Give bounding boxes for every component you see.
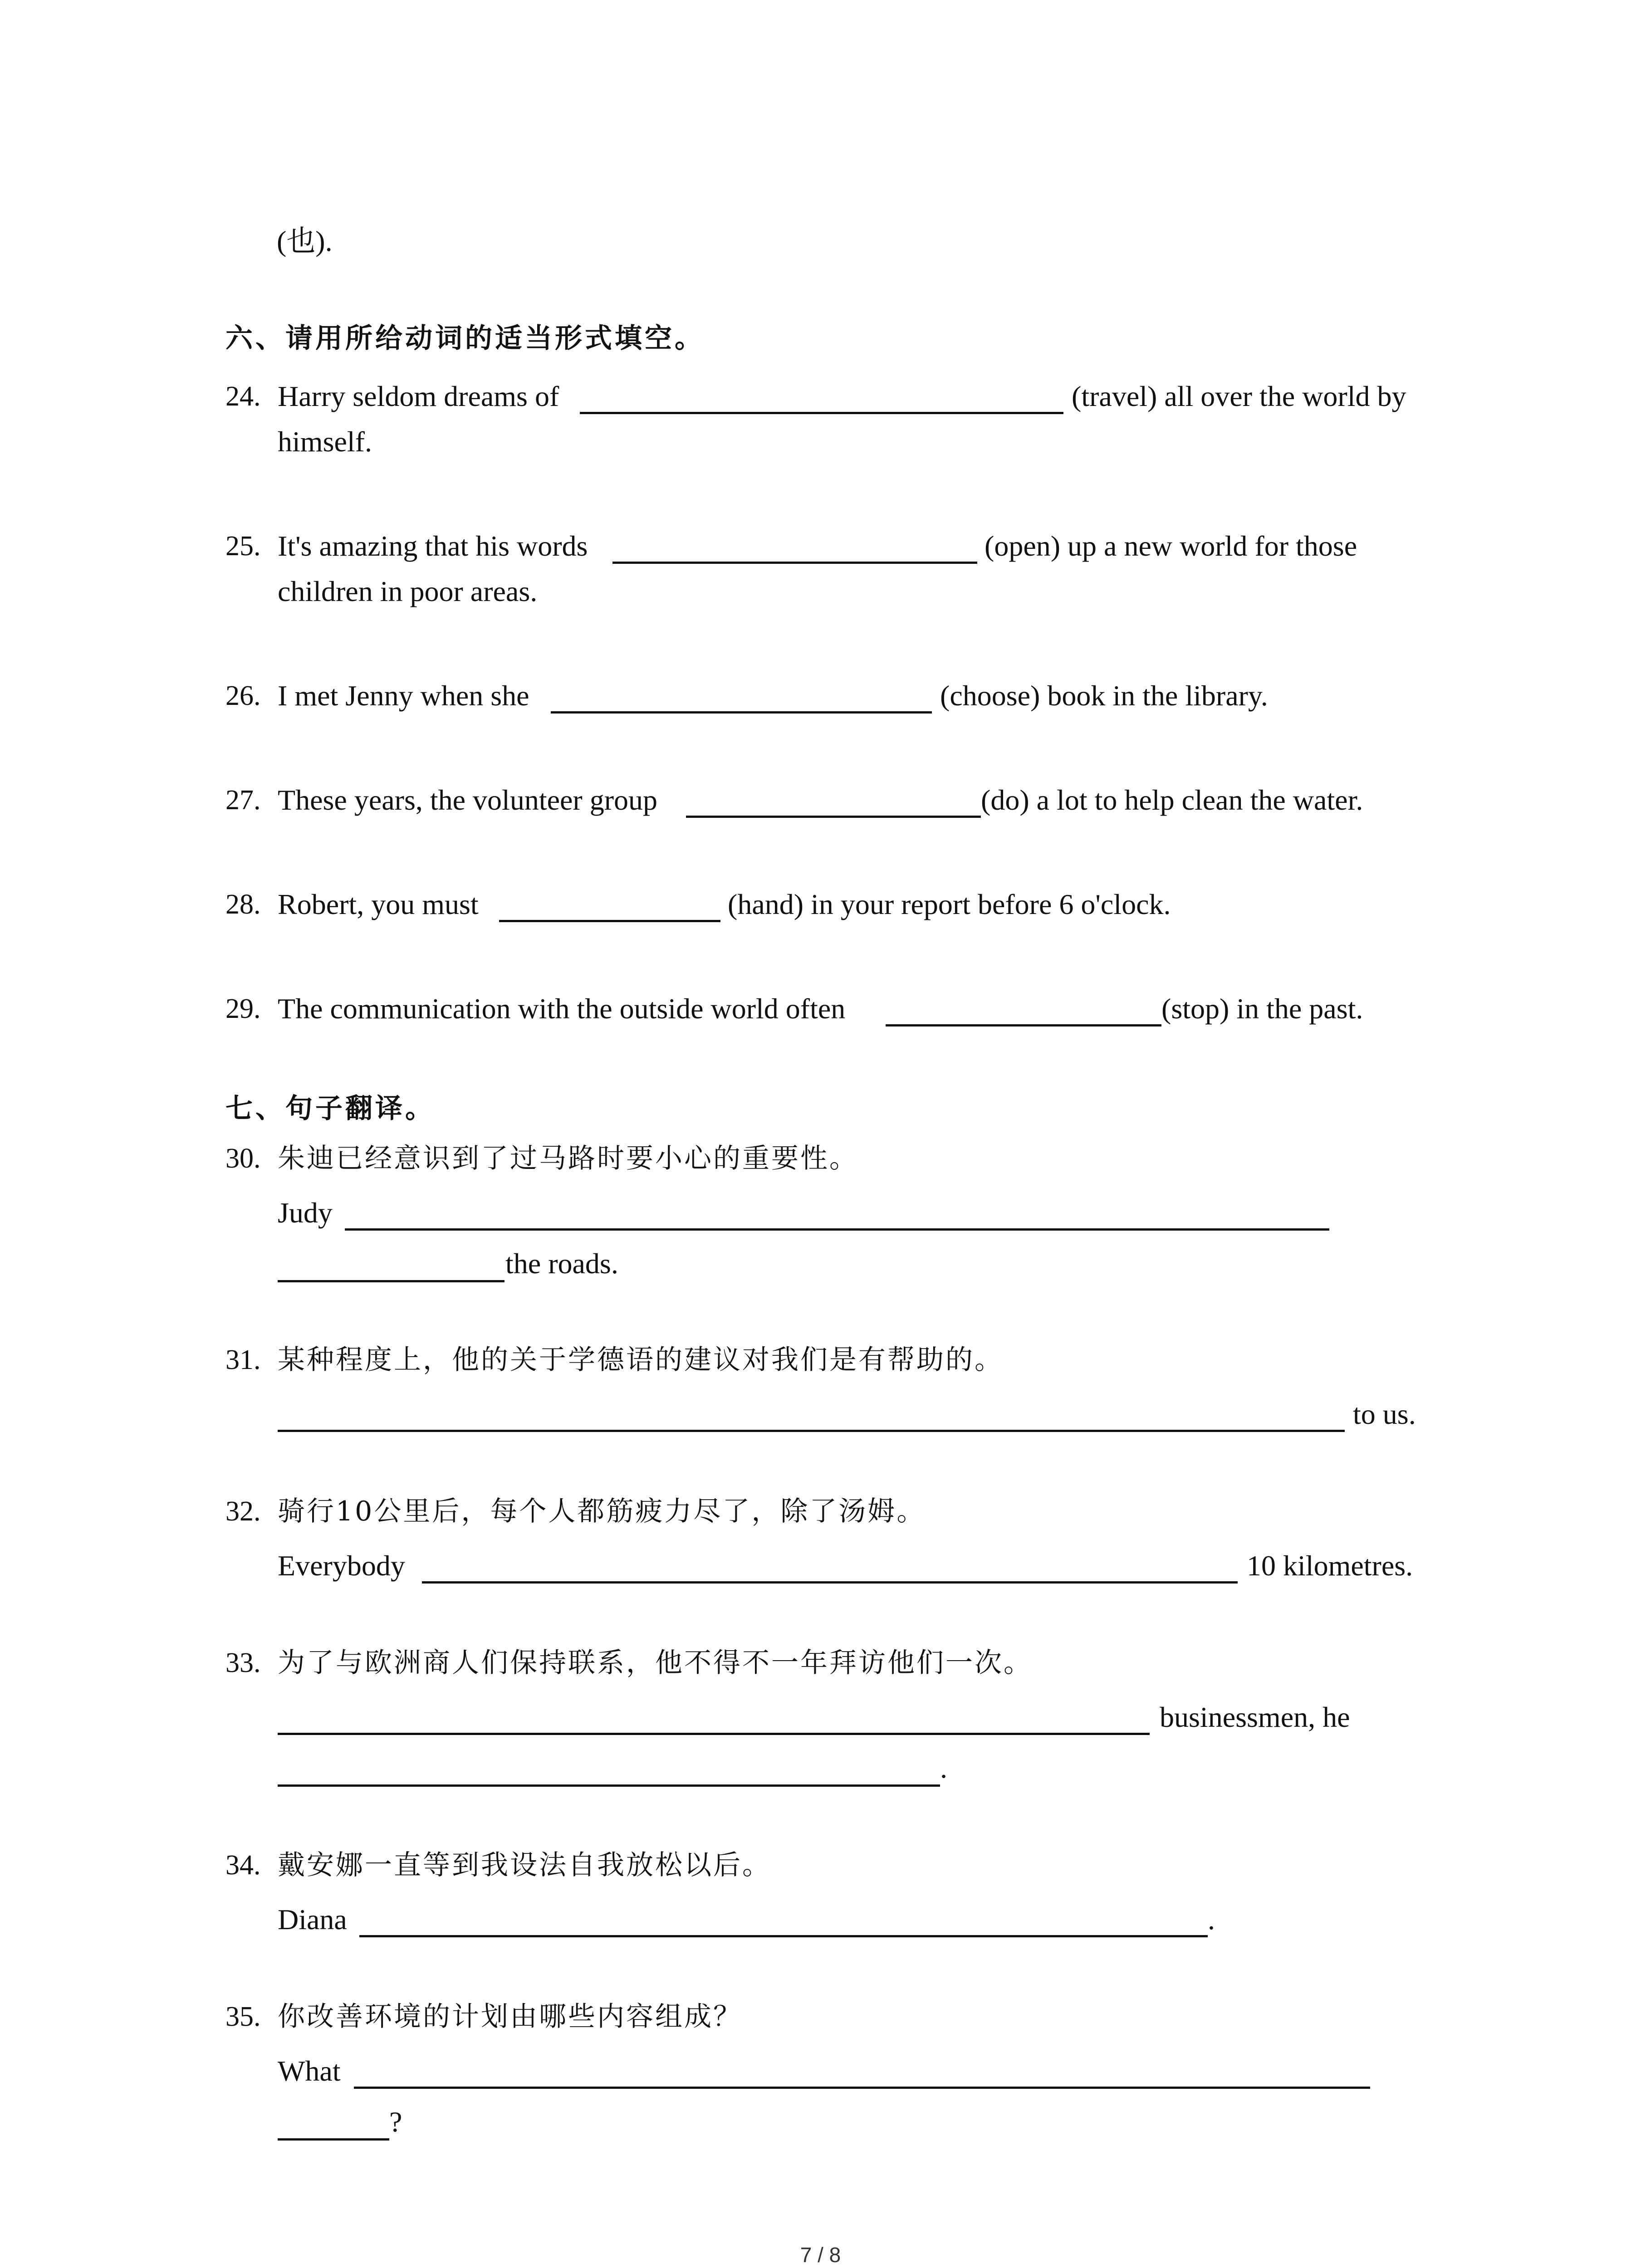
q33-answer-middle: businessmen, he xyxy=(1160,1701,1350,1733)
q33-blank-line2[interactable] xyxy=(278,1784,940,1787)
q29-text-end: (stop) in the past. xyxy=(1161,992,1363,1025)
q35-answer-end: ? xyxy=(389,2106,402,2138)
q24-text-line2: himself. xyxy=(278,425,372,458)
q28-number: 28. xyxy=(225,889,261,920)
q34-blank[interactable] xyxy=(359,1935,1208,1937)
q28-text-end: (hand) in your report before 6 o'clock. xyxy=(728,888,1171,920)
q25-text-line2: children in poor areas. xyxy=(278,575,538,607)
q27-blank[interactable] xyxy=(686,816,981,818)
q24-text-end: (travel) all over the world by xyxy=(1072,380,1406,412)
q28-text-start: Robert, you must xyxy=(278,888,479,920)
q32-number: 32. xyxy=(225,1496,261,1527)
q24-text-start: Harry seldom dreams of xyxy=(278,380,559,412)
q27-text-end: (do) a lot to help clean the water. xyxy=(981,784,1363,816)
q27-number: 27. xyxy=(225,785,261,816)
q35-answer-start: What xyxy=(278,2055,341,2087)
q27-text-start: These years, the volunteer group xyxy=(278,784,658,816)
q29-number: 29. xyxy=(225,993,261,1024)
q25-text-start: It's amazing that his words xyxy=(278,530,588,562)
q26-number: 26. xyxy=(225,680,261,711)
section-7-heading: 七、句子翻译。 xyxy=(225,1093,435,1124)
page-number: 7 / 8 xyxy=(800,2243,841,2267)
q25-number: 25. xyxy=(225,531,261,562)
q32-blank[interactable] xyxy=(422,1581,1238,1584)
q34-chinese-prompt: 戴安娜一直等到我设法自我放松以后。 xyxy=(278,1849,771,1881)
q31-number: 31. xyxy=(225,1344,261,1375)
q24-number: 24. xyxy=(225,381,261,412)
q34-answer-start: Diana xyxy=(278,1903,347,1936)
q30-blank-line2[interactable] xyxy=(278,1280,505,1282)
q29-blank[interactable] xyxy=(886,1024,1161,1026)
q26-blank[interactable] xyxy=(551,711,932,714)
q33-chinese-prompt: 为了与欧洲商人们保持联系，他不得不一年拜访他们一次。 xyxy=(278,1647,1033,1679)
q34-answer-end: . xyxy=(1208,1903,1215,1936)
q33-number: 33. xyxy=(225,1647,261,1678)
top-fragment: (也). xyxy=(277,225,333,257)
q30-answer-start: Judy xyxy=(278,1197,333,1229)
q26-text-end: (choose) book in the library. xyxy=(940,679,1268,712)
q30-number: 30. xyxy=(225,1143,261,1174)
q26-text-start: I met Jenny when she xyxy=(278,679,529,712)
q28-blank[interactable] xyxy=(499,920,720,922)
q35-blank-line2[interactable] xyxy=(278,2138,389,2141)
q35-chinese-prompt: 你改善环境的计划由哪些内容组成？ xyxy=(278,2001,742,2033)
q32-answer-start: Everybody xyxy=(278,1549,405,1582)
q33-answer-end: . xyxy=(940,1752,947,1784)
q30-answer-end: the roads. xyxy=(505,1247,618,1280)
q25-blank[interactable] xyxy=(612,562,977,564)
q33-blank-line1[interactable] xyxy=(278,1733,1150,1735)
q31-blank[interactable] xyxy=(278,1430,1345,1432)
section-6-heading: 六、请用所给动词的适当形式填空。 xyxy=(225,323,705,354)
q29-text-start: The communication with the outside world often xyxy=(278,992,846,1025)
q34-number: 34. xyxy=(225,1850,261,1881)
q24-blank[interactable] xyxy=(580,412,1063,414)
q32-chinese-prompt: 骑行10公里后，每个人都筋疲力尽了，除了汤姆。 xyxy=(278,1496,926,1527)
q35-blank-line1[interactable] xyxy=(354,2087,1370,2089)
q32-answer-end: 10 kilometres. xyxy=(1247,1549,1413,1582)
q35-number: 35. xyxy=(225,2001,261,2032)
q31-chinese-prompt: 某种程度上，他的关于学德语的建议对我们是有帮助的。 xyxy=(278,1344,1004,1376)
q30-blank-line1[interactable] xyxy=(345,1228,1329,1231)
q30-chinese-prompt: 朱迪已经意识到了过马路时要小心的重要性。 xyxy=(278,1143,858,1174)
q31-answer-end: to us. xyxy=(1353,1398,1416,1430)
q25-text-end: (open) up a new world for those xyxy=(985,530,1357,562)
